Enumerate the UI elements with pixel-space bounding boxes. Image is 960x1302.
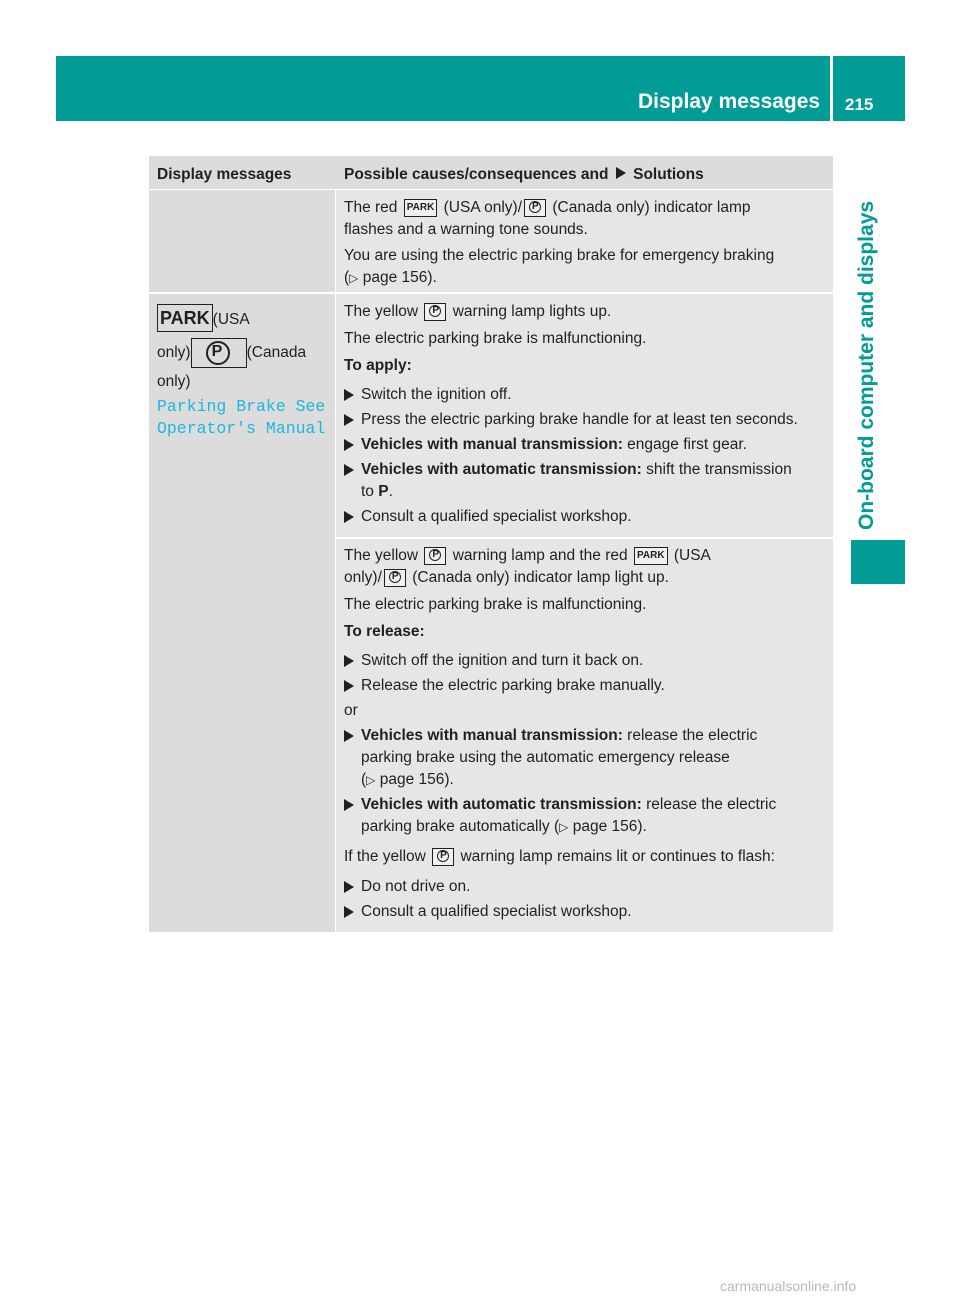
table-header: [149, 156, 833, 189]
arrow-icon: [344, 655, 354, 667]
side-tab-marker: [851, 540, 905, 584]
side-tab: [855, 170, 878, 530]
page-ref-icon: ▷: [349, 271, 359, 285]
list-item: Consult a qualified specialist workshop.: [344, 901, 827, 923]
page-ref-icon: ▷: [559, 820, 569, 834]
table-row-1-details: The red PARK (USA only)/P (Canada only) indicator lamp flashes and a warning tone sounds. You are using the electric parking brake for emergency braking (▷ page 156).: [336, 190, 833, 292]
table-row-1-message: [149, 190, 335, 292]
side-tab-label: On-board computer and displays: [855, 200, 878, 530]
arrow-icon: [344, 881, 354, 893]
parking-brake-icon: [424, 303, 446, 321]
watermark: carmanualsonline.info: [720, 1278, 857, 1294]
parking-brake-icon: [432, 848, 454, 866]
page-number: 215: [845, 95, 874, 114]
list-item: Do not drive on.: [344, 876, 827, 898]
list-item: Consult a qualified specialist workshop.: [344, 506, 827, 528]
list-item: Switch the ignition off.: [344, 384, 827, 406]
page-title: Display messages: [638, 90, 821, 113]
parking-brake-icon: [424, 547, 446, 565]
arrow-icon: [344, 511, 354, 523]
parking-brake-icon: [191, 338, 247, 368]
arrow-icon: [616, 167, 626, 179]
parking-brake-icon: [524, 199, 546, 217]
table-row-3-details: The yellow P warning lamp and the red PARK (USA only)/P (Canada only) indicator lamp light up. The electric parking brake is malfunctioning. To release: Switch off the ignition and turn it back on. Release the electric parking brake manually. or Vehicles with manual transmission: release the electric parking brake using the automatic emergency release (▷ page 156). Vehicles with automatic transmission: release the electric parking brake automatically (▷ page 156). If the yellow P warning lamp remains lit or continues to flash: Do not drive on. Consult a qualified specialist workshop.: [336, 539, 833, 932]
arrow-icon: [344, 799, 354, 811]
display-message-text: Parking Brake See: [157, 397, 326, 416]
park-indicator-icon: PARK: [157, 304, 213, 332]
header-divider: [830, 56, 833, 121]
display-message-text: Operator's Manual: [157, 419, 326, 438]
list-item: Switch off the ignition and turn it back on.: [344, 650, 827, 672]
list-item: Press the electric parking brake handle for at least ten seconds.: [344, 409, 827, 431]
list-item: Vehicles with automatic transmission: shift the transmission to P.: [344, 459, 827, 503]
column-header-causes: Possible causes/consequences and Solutions: [344, 166, 704, 183]
arrow-icon: [344, 439, 354, 451]
list-item: Vehicles with manual transmission: engage first gear.: [344, 434, 827, 456]
page-ref-icon: ▷: [366, 773, 376, 787]
column-header-display-messages: Display messages: [157, 166, 292, 183]
arrow-icon: [344, 906, 354, 918]
arrow-icon: [344, 464, 354, 476]
list-item: Vehicles with manual transmission: release the electric parking brake using the automatic emergency release (▷ page 156).: [344, 725, 827, 791]
park-indicator-icon: PARK: [404, 199, 438, 217]
arrow-icon: [344, 730, 354, 742]
table-row-2-message: PARK (USA only)P (Canada only) Parking Brake See Operator's Manual: [149, 294, 335, 932]
list-item: Vehicles with automatic transmission: release the electric parking brake automatically (▷ page 156).: [344, 794, 827, 838]
arrow-icon: [344, 389, 354, 401]
table-row-2-details: The yellow P warning lamp lights up. The electric parking brake is malfunctioning. To apply: Switch the ignition off. Press the electric parking brake handle for at least ten seconds. Vehicles with manual transmission: engage first gear. Vehicles with automatic transmission: shift the transmission to P. Consult a qualified specialist workshop.: [336, 294, 833, 537]
arrow-icon: [344, 680, 354, 692]
arrow-icon: [344, 414, 354, 426]
park-indicator-icon: PARK: [634, 547, 668, 565]
parking-brake-icon: [384, 569, 406, 587]
list-item: Release the electric parking brake manually.: [344, 675, 827, 697]
